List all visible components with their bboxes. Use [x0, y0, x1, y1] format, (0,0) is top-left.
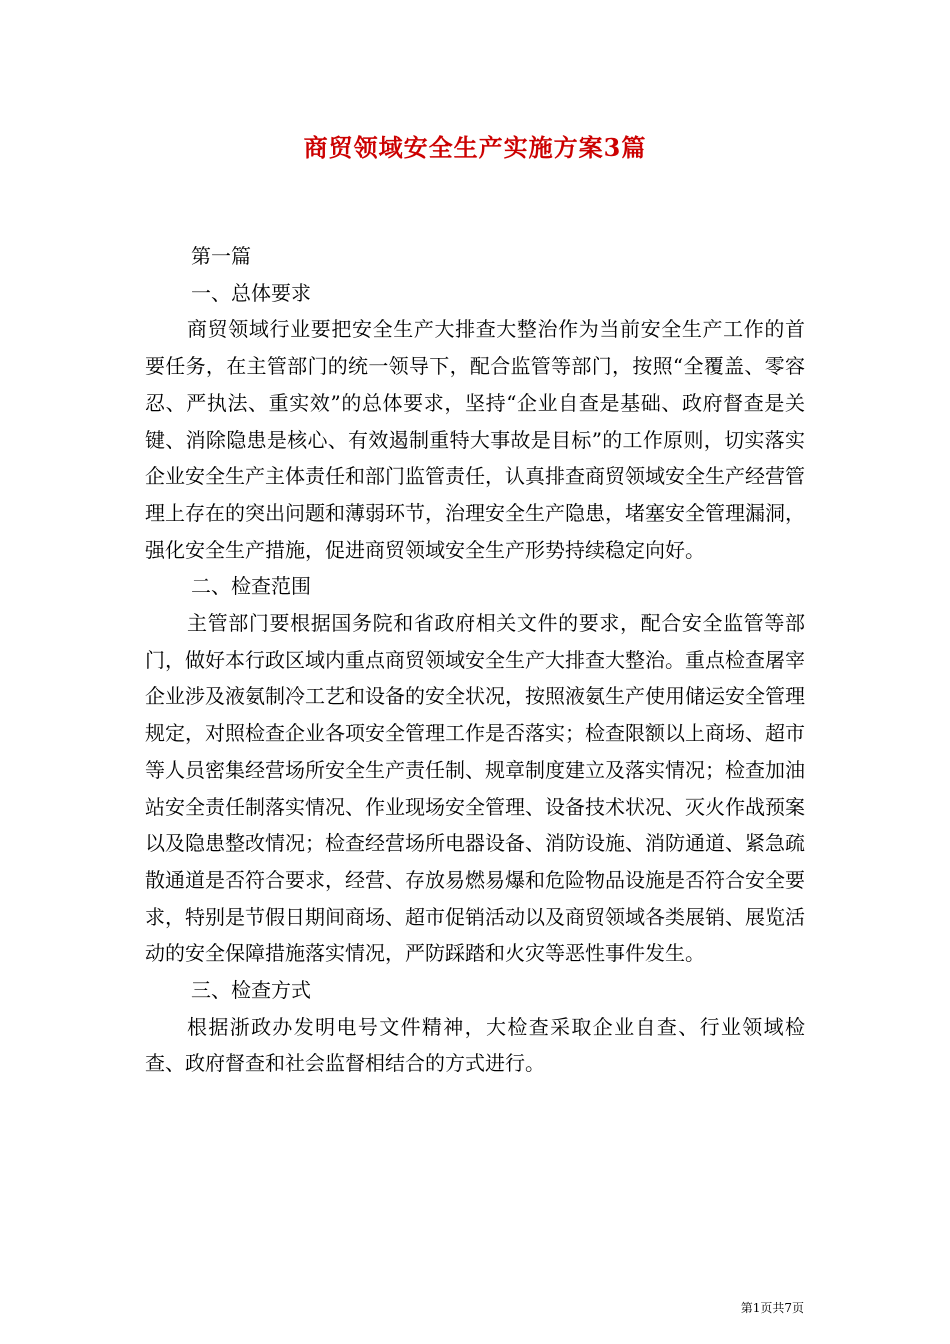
section-heading-inspection-method: 三、检查方式: [191, 978, 311, 1003]
paragraph-inspection-scope: 主管部门要根据国务院和省政府相关文件的要求，配合安全监管等部门，做好本行政区域内重点商贸领域安全生产大排查大整治。重点检查屠宰企业涉及液氨制冷工艺和设备的安全状况，按照液氨生产使用储运安全管理规定，对照检查企业各项安全管理工作是否落实；检查限额以上商场、超市等人员密集经营场所安全生产责任制、规章制度建立及落实情况；检查加油站安全责任制落实情况、作业现场安全管理、设备技术状况、灭火作战预案以及隐患整改情况；检查经营场所电器设备、消防设施、消防通道、紧急疏散通道是否符合要求，经营、存放易燃易爆和危险物品设施是否符合安全要求，特别是节假日期间商场、超市促销活动以及商贸领域各类展销、展览活动的安全保障措施落实情况，严防踩踏和火灾等恶性事件发生。: [145, 611, 805, 966]
section-heading-inspection-scope: 二、检查范围: [191, 574, 311, 599]
section-heading-general-requirements: 一、总体要求: [191, 280, 311, 305]
page-number-footer: 第1页共7页: [740, 1301, 804, 1315]
paragraph-inspection-method: 根据浙政办发明电号文件精神，大检查采取企业自查、行业领域检查、政府督查和社会监督相结合的方式进行。: [145, 1014, 805, 1076]
document-title: 商贸领域安全生产实施方案3篇: [303, 133, 647, 162]
document-body: [145, 238, 805, 1082]
paragraph-general-requirements: 商贸领域行业要把安全生产大排查大整治作为当前安全生产工作的首要任务，在主管部门的统一领导下，配合监管等部门，按照“全覆盖、零容忍、严执法、重实效”的总体要求，坚持“企业自查是基础、政府督查是关键、消除隐患是核心、有效遏制重特大事故是目标”的工作原则，切实落实企业安全生产主体责任和部门监管责任，认真排查商贸领域安全生产经营管理上存在的突出问题和薄弱环节，治理安全生产隐患，堵塞安全管理漏洞，强化安全生产措施，促进商贸领域安全生产形势持续稳定向好。: [145, 317, 805, 562]
section-heading-part-one: 第一篇: [191, 244, 251, 268]
